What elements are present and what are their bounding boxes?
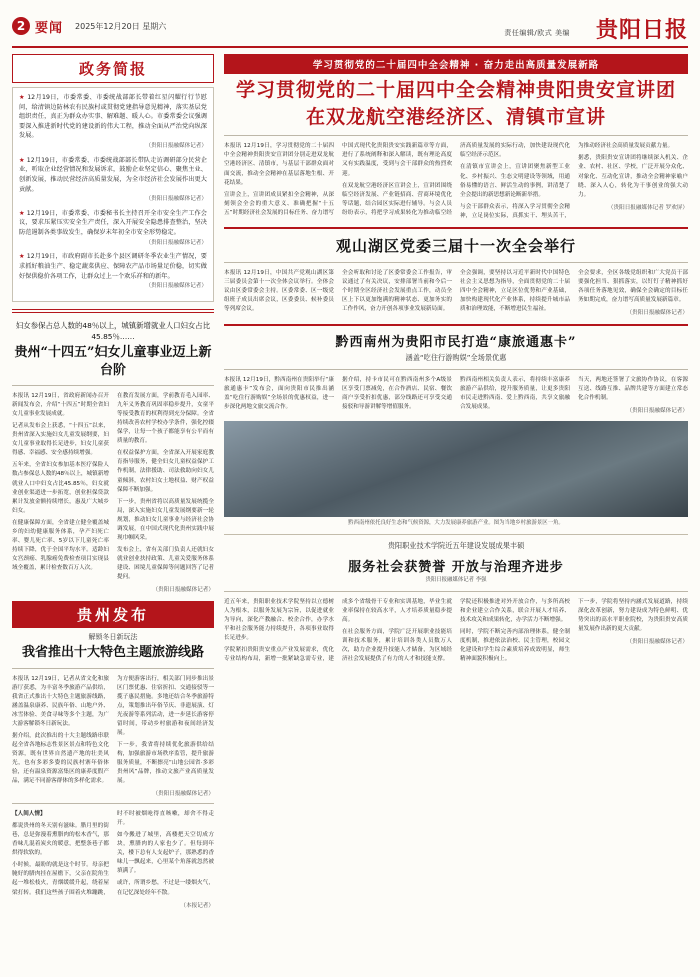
story1-paragraph: 下一步，贵州省将以高质量发展统揽全局，深入实施妇女儿童发展纲要新一轮规划，推动妇女儿童事业与经济社会协调发展，在中国式现代化贵州实践中展现巾帼风采。 (117, 498, 214, 541)
fourth-shoulder: 贵阳职业技术学院近五年建设发展成果丰硕 (387, 541, 525, 551)
lead-paragraph: 与会干部群众表示，将深入学习贯彻全会精神，立足岗位实际，真抓实干、埋头苦干，为推动经济社会高质量发展贡献力量。 (460, 143, 674, 219)
fourth-byline: 贵阳日报融媒体记者 李强 (425, 577, 487, 584)
story1-kicker: 妇女参保占总人数的48％以上，城镇新增就业人口妇女占比45.85％…… (15, 320, 211, 341)
story1-paragraph: 在健康保障方面，全省建立健全覆盖城乡的妇幼健康服务体系，孕产妇死亡率、婴儿死亡率、5岁以下儿童死亡率持续下降，优于全国平均水平。适龄妇女宫颈癌、乳腺癌免费检查项目实现县域全覆盖，累计检查数百万人次。 (12, 519, 109, 571)
divider (12, 385, 214, 386)
fourth-paragraph: 在社会服务方面，学院广泛开展职业技能培训和技术服务，累计培训各类人员数万人次，助力企业提升技能人才储备，为区域经济社会发展提供了有力的人才和技能支撑。 (342, 628, 452, 662)
fourth-signature: （贵阳日报融媒体记者） (626, 638, 688, 645)
campaign-banner: 学习贯彻党的二十届四中全会精神 · 奋力走出高质量发展新路 (224, 54, 688, 74)
left-column (12, 54, 214, 909)
photo-caption: 黔西南州依托良好生态和气候资源，大力发展康养旅游产业。图为当地乡村旅游景区一角。 (348, 520, 564, 527)
divider (12, 668, 214, 669)
lead-paragraph: 宣讲会上，宣讲团成员紧扣全会精神，从深刻领会全会的重大意义、准确把握“十五五”时期经济社会发展的目标任务、奋力谱写中国式现代化贵阳贵安实践新篇章等方面，进行了系统阐释和深入解读，既有理论高度又有实践温度，受到与会干部群众的热烈欢迎。 (224, 143, 452, 216)
story1-byline: 本报讯 12月19日，省政府新闻办召开新闻发布会，介绍“十四五”时期全省妇女儿童事业发展成就。 (12, 393, 109, 418)
story3-title: 【人间人情】 (12, 811, 46, 818)
lead-paragraph: 本报讯 12月19日，学习贯彻党的二十届四中全会精神贵阳贵安宣讲团分别走进双龙航空港经济区、清镇市，与基层干部群众面对面交流，推动全会精神在基层落地生根、开花结果。 (224, 143, 334, 186)
briefs-title: 政务简报 (78, 60, 147, 78)
section-title: 要闻 (35, 20, 64, 36)
brief-bullet-icon: ★ (19, 156, 25, 164)
lead-paragraph: 在清镇市宣讲会上，宣讲团聚焦新型工业化、乡村振兴、生态文明建设等领域，用通俗易懂的语言、鲜活生动的事例，讲清楚了全会提出的新思想新论断新举措。 (460, 164, 570, 198)
lead-paragraph: 据悉，贵阳贵安宣讲团将继续深入机关、企业、农村、社区、学校，广泛开展分众化、对象化、互动化宣讲，推动全会精神家喻户晓、深入人心，转化为干事创业的强大动力。 (578, 155, 688, 198)
right-column (224, 54, 688, 909)
briefs-box (12, 87, 214, 302)
story2-paragraph: 下一步，我省将持续优化旅游供给结构，加强旅游市场秩序监管，提升旅游服务质量，不断擦亮“山地公园省·多彩贵州风”品牌，推动文旅产业高质量发展。 (117, 741, 214, 785)
lead-signature: （贵阳日报融媒体记者 罗欢屏） (607, 204, 688, 211)
story2-byline: 本报讯 12月19日，记者从省文化和旅游厅获悉，为丰富冬季旅游产品供给，我省正式推出十大特色主题旅游线路，涵盖温泉康养、民族年俗、山地户外、冰雪体验、美食寻味等多个主题，为广大游客解锁冬日新玩法。 (12, 675, 109, 727)
brief-signature: （贵阳日报融媒体记者） (145, 196, 207, 203)
divider (224, 534, 688, 535)
paper-nameplate: 贵阳日报 (595, 17, 688, 43)
brief-text: 12月19日，市政府副市长赴多个县区调研冬季农业生产情况，要求抓好粮油生产、稳定蔬菜供应、保障农产品市场量足价稳，切实做好保供稳价各项工作，让群众过上一个欢乐祥和的新年。 (19, 253, 207, 280)
divider (12, 803, 214, 804)
masthead (12, 0, 688, 48)
divider (224, 324, 688, 326)
mid-paragraph: 全会要求，全区各级党组织和广大党员干部要强化担当、狠抓落实，以钉钉子精神抓好各项任务落地见效，确保全会确定的目标任务如期完成，奋力谱写高质量发展新篇章。 (578, 269, 688, 303)
fourth-paragraph: 下一步，学院将坚持内涵式发展道路，持续深化改革创新，努力建设成为特色鲜明、优势突出的高水平职业院校，为贵阳贵安高质量发展作出新的更大贡献。 (578, 598, 688, 632)
guizhou-release-badge: 贵州发布 (12, 601, 214, 628)
mid-paragraph: 全会强调，要坚持以习近平新时代中国特色社会主义思想为指导，全面贯彻党的二十届四中全会精神，立足区位优势和产业基础，加快构建现代化产业体系，持续提升城市品质和治理效能，不断增进民生福祉。 (460, 269, 570, 312)
photo-guizhou-scenery (224, 421, 688, 517)
fourth-paragraph: 学院还积极推进对外开放合作，与多所高校和企业建立合作关系，联合开展人才培养、技术攻关和成果转化，办学活力不断增强。 (460, 598, 570, 623)
lead-paragraph: 在双龙航空港经济区宣讲会上，宣讲团围绕临空经济发展、产业链招商、营商环境优化等话题，结合园区实际进行辅导。与会人员纷纷表示，将把学习成果转化为推动临空经济高质量发展的实际行动，加快建设现代化临空经济示范区。 (342, 143, 570, 216)
mid-paragraph: 本报讯 12月19日，中国共产党观山湖区第三届委员会第十一次全体会议举行。全体会议由区委常委会主持。区委常委、区一级党组班子成员出席会议，区委委员、候补委员等列席会议。 (224, 269, 334, 312)
issue-date: 2025年12月20日 星期六 (75, 21, 167, 31)
story2-body (12, 675, 214, 798)
story3-paragraph: 小时候，最盼的就是这个时节。母亲把腌好的腊肉挂在屋檐下，父亲在院角生起一堆松枝火，青烟缓缓升起，绕着屋梁打转。我们这些孩子围着火堆蹦跳，时不时被烟呛得直咳嗽，却舍不得走开。 (12, 811, 214, 896)
third-story-body (224, 376, 688, 416)
divider (224, 369, 688, 370)
third-paragraph: 本报讯 12月19日，黔西南州在贵阳举行“康旅通惠卡”发布会，面向贵阳市民推出涵盖“吃住行游购娱”全场景的优惠权益，进一步深化两地文旅交流合作。 (224, 377, 334, 411)
story1-paragraph: 在教育发展方面，学前教育毛入园率、九年义务教育巩固率稳步提升，女童平等接受教育的权利得到充分保障。全省持续改善农村学校办学条件，强化控辍保学，让每一个孩子都能享有公平而有质量的教育。 (117, 393, 214, 445)
story1-headline: 贵州“十四五”妇女儿童事业迈上新台阶 (14, 344, 212, 378)
brief-text: 12月19日，市委常委、市委统战部部长带队走访调研部分民营企业，听取企业经营情况和发展诉求，鼓励企业坚定信心、聚焦主业、创新发展，推动民营经济高质量发展，为全市经济社会发展作出更大贡献。 (19, 156, 207, 193)
brief-item (19, 93, 207, 151)
brief-text: 12月19日，市委常委、市委秘书长主持召开全市安全生产工作会议，要求压紧压实安全生产责任，深入开展安全隐患排查整治，坚决防范遏制各类事故发生，确保岁末年初全市安全形势稳定。 (19, 209, 207, 237)
brief-signature: （贵阳日报融媒体记者） (145, 143, 207, 150)
fourth-headline: 服务社会获赞誉 开放与治理齐进步 (348, 560, 564, 576)
story2-signature: （贵阳日报融媒体记者） (152, 791, 214, 798)
third-shoulder: 涵盖“吃住行游购娱”全场景优惠 (405, 353, 507, 363)
story1-paragraph: 记者从发布会上获悉，“十四五”以来，贵州省深入实施妇女儿童发展纲要，妇女儿童事业取得长足进步，妇女儿童获得感、幸福感、安全感持续增强。 (12, 423, 109, 457)
brief-bullet-icon: ★ (19, 94, 25, 101)
divider (224, 135, 688, 136)
story3-body (12, 810, 214, 908)
story2-paragraph: 据介绍，此次推出的十大主题线路串联起全省各地标志性景区景点和特色文化资源，既有世界自然遗产地的壮美风光，也有多彩多姿的民族村寨年俗体验，还有温泉资源富集区的康养度假产品，满足不同游客群体的多样化需求。 (12, 732, 109, 785)
story1-body (12, 392, 214, 593)
editor-credit: 责任编辑/欧式 美编 (504, 29, 570, 37)
mid-story-body (224, 269, 688, 318)
lead-story-body (224, 142, 688, 220)
story3-signature: （本报记者） (180, 902, 214, 909)
story3-paragraph: 如今搬进了城里，高楼把天空切成方块，熏腊肉的人家也少了。但每到年关，楼下总有人支起炉子，那熟悉的香味儿一飘起来，心里某个角落就忽然被填满了。 (117, 832, 214, 875)
lead-headline-line2: 在双龙航空港经济区、清镇市宣讲 (305, 105, 606, 128)
fourth-story-body (224, 598, 688, 664)
divider (224, 227, 688, 229)
brief-bullet-icon: ★ (19, 253, 25, 261)
lead-headline-line1: 学习贯彻党的二十届四中全会精神贵阳贵安宣讲团 (235, 79, 676, 101)
brief-signature: （贵阳日报融媒体记者） (145, 239, 207, 246)
brief-item (19, 209, 207, 247)
third-signature: （贵阳日报融媒体记者） (626, 408, 688, 415)
brief-item (19, 156, 207, 204)
mid-paragraph: 全会听取和讨论了区委常委会工作报告，审议通过了有关决议，安排部署当前和今后一个时期全区经济社会发展重点工作，动员全区上下以更加饱满的精神状态、更加务实的工作作风，奋力开创各项事业发展新局面。 (342, 269, 452, 312)
brief-text: 12月19日，市委常委、市委统战部部长带着红星闪耀行行节慰问，给清镇边防林农有民族村或贯彻党建指导意见精神，落实基层党组织责任，真正为群众办实事、解难题、暖人心。市委常委会议强调要深入推进新时代党的建设新的伟大工程，推动全面从严治党向纵深发展。 (19, 94, 207, 140)
third-headline: 黔西南州为贵阳市民打造“康旅通惠卡” (335, 335, 577, 351)
story2-headline: 我省推出十大特色主题旅游线路 (21, 645, 204, 661)
divider (12, 309, 214, 313)
third-paragraph: 黔西南州相关负责人表示，将持续丰富康养旅游产品供给，提升服务质量，让更多贵阳市民走进黔西南、爱上黔西南，共享文旅融合发展成果。 (460, 377, 570, 411)
fourth-paragraph: 同时，学院不断完善内部治理体系，健全制度机制，推进依法治校、民主管理，校园文化建设和学生综合素质培养成效明显，师生精神面貌积极向上。 (460, 628, 570, 662)
divider (224, 262, 688, 263)
fourth-paragraph: 学院紧扣贵阳贵安重点产业发展需求，优化专业结构布局，新增一批紧缺急需专业，建成多个省级骨干专业和实训基地，毕业生就业率保持在较高水平，人才培养质量稳步提高。 (224, 598, 452, 662)
story1-paragraph: 五年来，全省妇女参加基本医疗保险人数占参保总人数的48％以上，城镇新增就业人口中妇女占比45.85％，妇女就业创业渠道进一步拓宽，创业担保贷款累计发放金额持续增长，惠及广大城乡妇女。 (12, 462, 109, 514)
fourth-paragraph: 近五年来，贵阳职业技术学院坚持以立德树人为根本，以服务发展为宗旨，以促进就业为导向，深化产教融合、校企合作，办学水平和社会服务能力持续提升，各项事业取得长足进步。 (224, 598, 334, 641)
story2-paragraph: 为方便游客出行，相关部门同步推出景区门票优惠、住宿折扣、交通接驳等一揽子惠民措施。多地还结合冬季旅游特点，策划推出年俗节庆、非遗展演、灯光夜游等系列活动，进一步延长游客停留时间，带动乡村旅游和夜间经济发展。 (117, 675, 214, 736)
brief-item (19, 252, 207, 290)
briefs-header (12, 54, 214, 83)
page-body (12, 54, 688, 909)
divider (224, 591, 688, 592)
page-number: 2 (12, 17, 30, 35)
story3-paragraph: 都说贵州的冬天别有滋味。腊月里的街巷，总是弥漫着熏腊肉的松木香气，那香味儿混着炭火的暖意，把整条巷子都烘得软软的。 (12, 823, 109, 857)
third-paragraph: 据介绍，持卡市民可在黔西南州多个A级景区享受门票减免，在合作酒店、民宿、餐饮商户享受折扣优惠，部分线路还可享受交通接驳和导游讲解等增值服务。 (342, 377, 452, 411)
story3-paragraph: 或许，所谓乡愁，不过是一缕烟火气，在记忆深处经年不散。 (117, 880, 214, 896)
brief-bullet-icon: ★ (19, 209, 25, 217)
story2-kicker: 解锁冬日新玩法 (88, 633, 138, 642)
mid-headline: 观山湖区党委三届十一次全会举行 (335, 236, 576, 255)
story1-paragraph: 发布会上，省有关部门负责人还就妇女就业创业扶持政策、儿童关爱服务体系建设、困境儿童保障等问题回答了记者提问。 (117, 546, 214, 580)
mid-signature: （贵阳日报融媒体记者） (626, 309, 688, 316)
story1-signature: （贵阳日报融媒体记者） (152, 587, 214, 594)
third-paragraph: 当天，两地还签署了文旅协作协议，在客源互送、线路互推、品牌共建等方面建立常态化合作机制。 (578, 377, 688, 402)
story1-paragraph: 在权益保护方面，全省深入开展家庭教育指导服务，健全妇女儿童权益保护工作机制，法律援助、司法救助向妇女儿童倾斜，农村妇女土地权益、财产权益保障不断加强。 (117, 450, 214, 493)
brief-signature: （贵阳日报融媒体记者） (145, 283, 207, 290)
